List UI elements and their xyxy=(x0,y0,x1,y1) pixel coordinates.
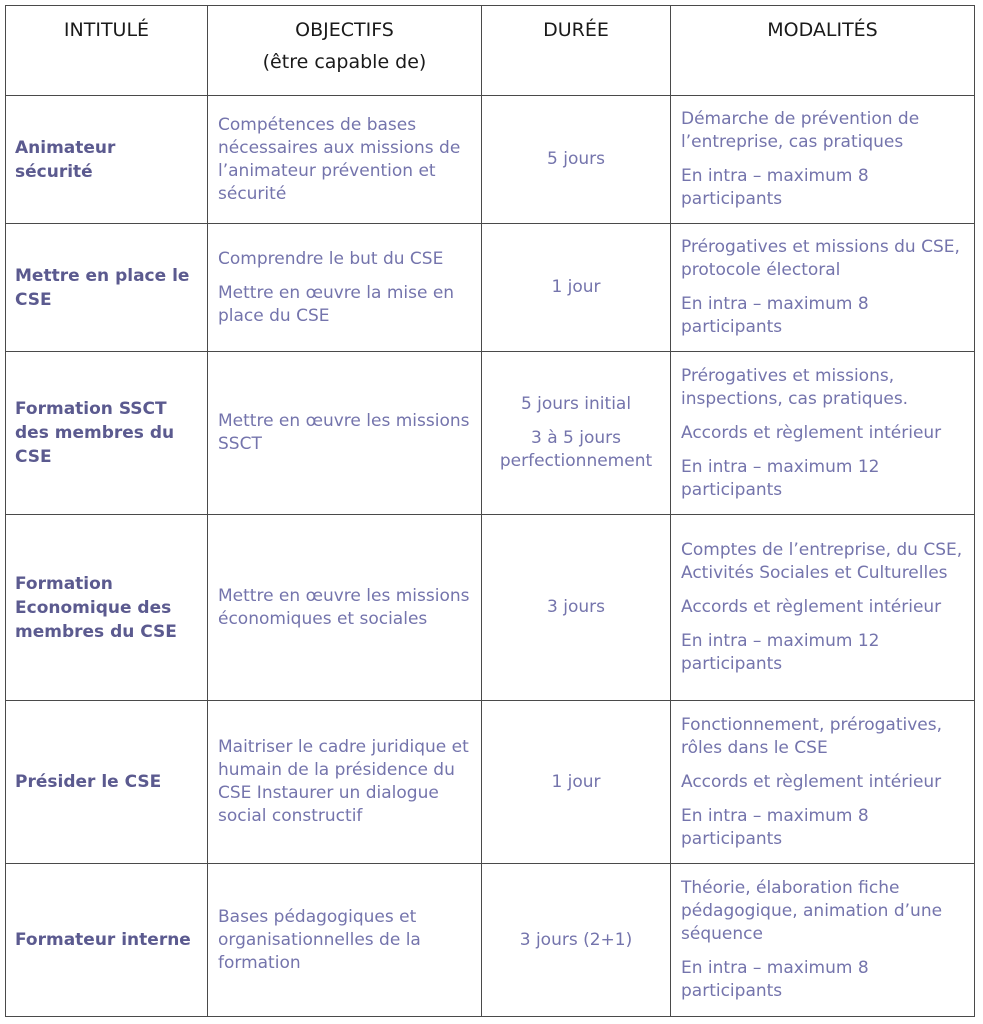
modalite-text: Démarche de prévention de l’entreprise, cas pratiques xyxy=(681,109,920,152)
modalite-text: En intra – maximum 8 participants xyxy=(681,166,869,209)
duree-text: 3 jours xyxy=(547,597,605,617)
modalite-text: Fonctionnement, prérogatives, rôles dans le CSE xyxy=(681,714,943,758)
row-modalites xyxy=(671,352,975,515)
objectif-text: Mettre en œuvre les missions économiques et sociales xyxy=(218,585,470,629)
row-modalites xyxy=(671,864,975,1017)
row-objectifs xyxy=(208,515,482,701)
row-objectifs xyxy=(208,864,482,1017)
duree-text: 5 jours xyxy=(547,149,605,169)
duree-text: 3 jours (2+1) xyxy=(519,929,633,950)
row-duree xyxy=(482,352,671,515)
row-modalites xyxy=(671,96,975,224)
row-modalites xyxy=(671,224,975,352)
duree-text: 1 jour xyxy=(551,771,601,792)
objectif-text: Bases pédagogiques et organisationnelles de la formation xyxy=(218,906,421,973)
objectif-text: Compétences de bases nécessaires aux missions de l’animateur prévention et sécurité xyxy=(218,114,461,204)
table-row xyxy=(6,515,975,701)
header-modalites: MODALITÉS xyxy=(671,6,975,96)
objectif-text: Maitriser le cadre juridique et humain de la présidence du CSE Instaurer un dialogue social constructif xyxy=(218,737,469,826)
row-objectifs xyxy=(208,701,482,864)
row-duree xyxy=(482,96,671,224)
modalite-text: Comptes de l’entreprise, du CSE, Activités Sociales et Culturelles xyxy=(681,540,963,583)
row-modalites xyxy=(671,701,975,864)
objectif-text: Mettre en œuvre les missions SSCT xyxy=(218,411,470,454)
row-objectifs xyxy=(208,224,482,352)
table-row xyxy=(6,96,975,224)
row-title: Formation Economique des membres du CSE xyxy=(6,515,208,701)
modalite-text: Accords et règlement intérieur xyxy=(681,597,942,617)
row-title: Mettre en place le CSE xyxy=(6,224,208,352)
modalite-text: Accords et règlement intérieur xyxy=(681,422,942,443)
header-objectifs-sub: (être capable de) xyxy=(262,51,427,73)
table-row xyxy=(6,352,975,515)
row-duree xyxy=(482,701,671,864)
row-title: Présider le CSE xyxy=(6,701,208,864)
training-table xyxy=(5,5,975,1017)
objectif-text: Comprendre le but du CSE xyxy=(218,248,444,269)
row-modalites xyxy=(671,515,975,701)
row-objectifs xyxy=(208,352,482,515)
header-objectifs xyxy=(208,6,482,96)
modalite-text: Théorie, élaboration fiche pédagogique, animation d’une séquence xyxy=(681,878,943,944)
row-title: Animateur sécurité xyxy=(6,96,208,224)
row-title: Formateur interne xyxy=(6,864,208,1017)
header-objectifs-label: OBJECTIFS xyxy=(295,19,394,41)
modalite-text: Accords et règlement intérieur xyxy=(681,771,942,792)
modalite-text: En intra – maximum 12 participants xyxy=(681,631,880,674)
modalite-text: En intra – maximum 8 participants xyxy=(681,958,869,1001)
objectif-text: Mettre en œuvre la mise en place du CSE xyxy=(218,282,455,326)
row-duree xyxy=(482,515,671,701)
row-duree xyxy=(482,224,671,352)
row-title: Formation SSCT des membres du CSE xyxy=(6,352,208,515)
header-row xyxy=(6,6,975,96)
table-row xyxy=(6,701,975,864)
row-duree xyxy=(482,864,671,1017)
table-row xyxy=(6,224,975,352)
modalite-text: En intra – maximum 8 participants xyxy=(681,805,869,849)
table-row xyxy=(6,864,975,1017)
duree-text: 1 jour xyxy=(551,277,601,297)
modalite-text: Prérogatives et missions du CSE, protocole électoral xyxy=(681,237,960,280)
modalite-text: En intra – maximum 12 participants xyxy=(681,456,880,500)
duree-text: 3 à 5 jours perfectionnement xyxy=(499,428,653,471)
header-intitule: INTITULÉ xyxy=(6,6,208,96)
duree-text: 5 jours initial xyxy=(520,394,632,414)
header-duree: DURÉE xyxy=(482,6,671,96)
modalite-text: En intra – maximum 8 participants xyxy=(681,294,869,337)
row-objectifs xyxy=(208,96,482,224)
modalite-text: Prérogatives et missions, inspections, cas pratiques. xyxy=(681,365,909,409)
